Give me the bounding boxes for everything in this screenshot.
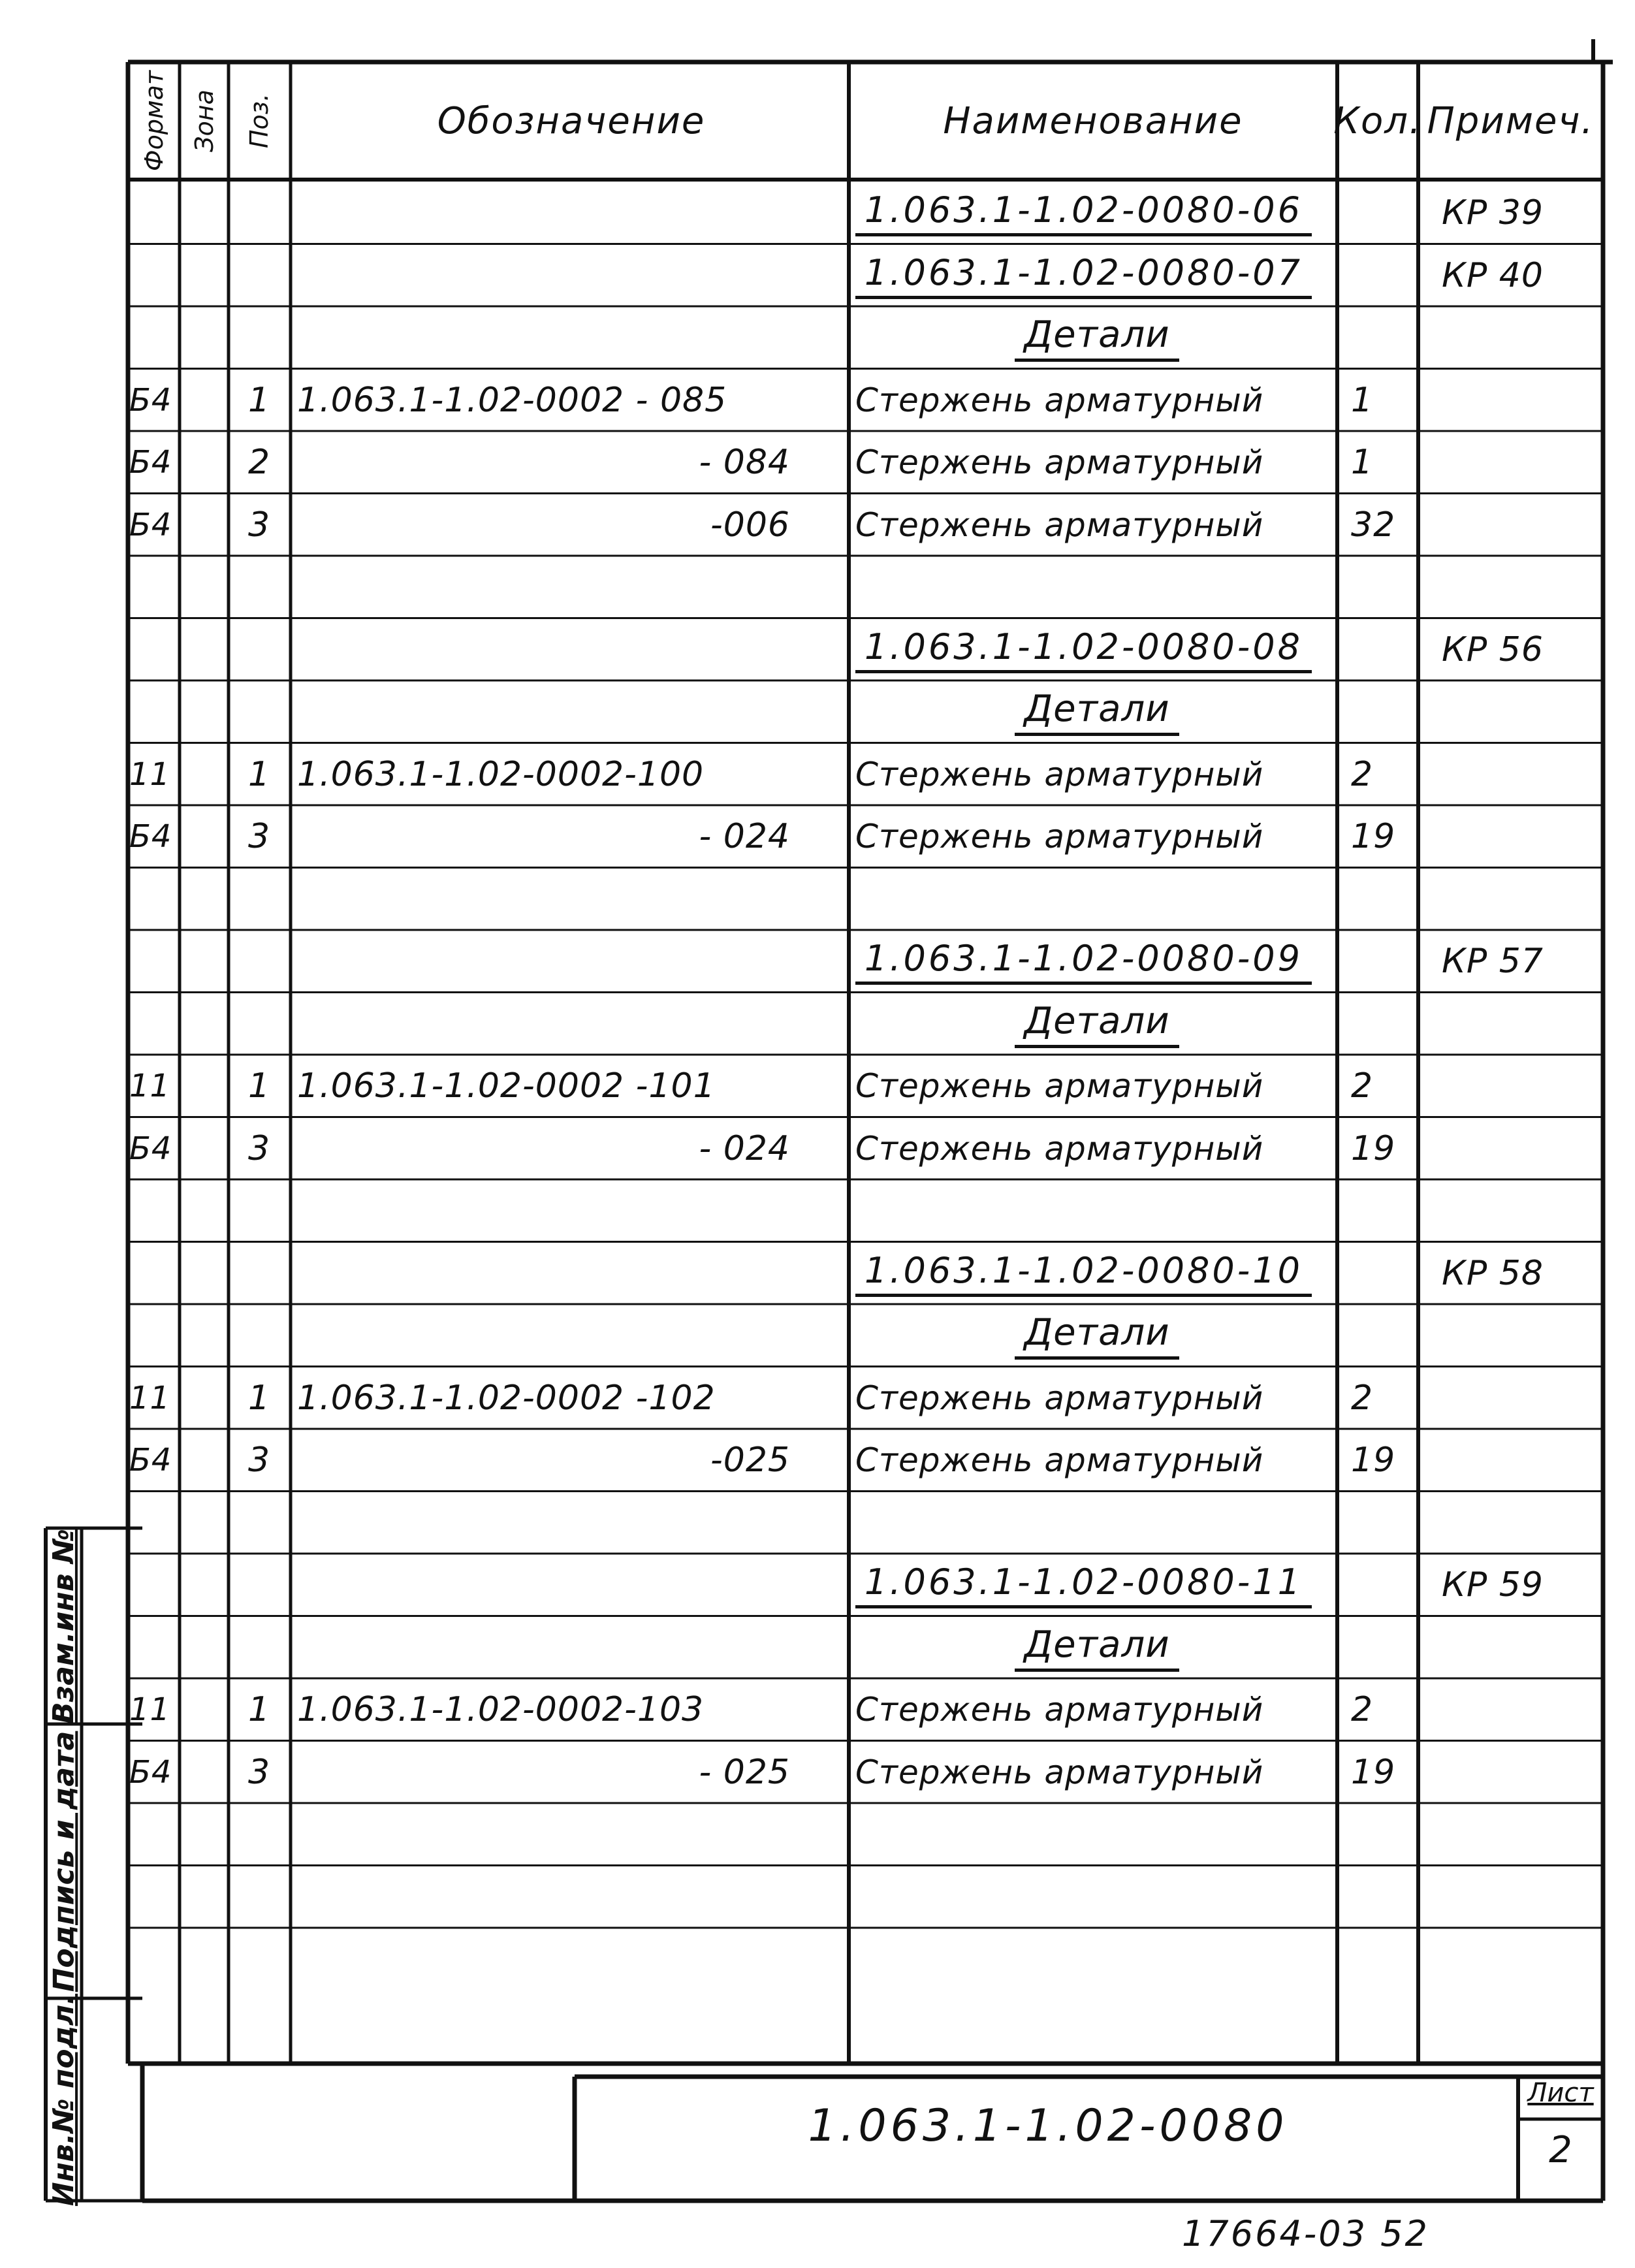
format-cell-text: Б4 (129, 818, 172, 855)
quantity-cell-text: 2 (1351, 1066, 1374, 1106)
name-cell (855, 743, 1339, 806)
quantity-cell (1342, 431, 1423, 494)
table-row (0, 1616, 1635, 1679)
format-cell (129, 556, 179, 618)
position-cell-text: 3 (247, 1752, 271, 1792)
format-cell (129, 1117, 179, 1180)
note-cell (1422, 1242, 1635, 1305)
quantity-cell (1342, 743, 1423, 806)
quantity-cell (1342, 1678, 1423, 1741)
table-row (0, 868, 1635, 931)
name-cell-text: Стержень арматурный (855, 818, 1264, 855)
quantity-cell (1342, 1492, 1423, 1554)
quantity-cell (1342, 1741, 1423, 1804)
name-cell-text: Стержень арматурный (855, 1379, 1264, 1417)
quantity-cell-text: 19 (1351, 1752, 1396, 1792)
designation-cell (297, 1616, 790, 1679)
sheet-label: Лист (1527, 2078, 1594, 2108)
name-cell-text: Детали (1015, 1623, 1179, 1672)
table-row (0, 993, 1635, 1055)
note-cell (1422, 1492, 1635, 1554)
quantity-cell (1342, 618, 1423, 681)
format-cell-text: 11 (129, 756, 171, 793)
table-row (0, 494, 1635, 556)
format-cell-text: Б4 (129, 1753, 172, 1791)
name-cell-text: 1.063.1-1.02-0080-10 (855, 1250, 1312, 1297)
header-zone: Зона (190, 89, 219, 152)
designation-cell-text: 1.063.1-1.02-0002 -102 (297, 1378, 716, 1418)
format-cell (129, 1304, 179, 1367)
designation-cell (297, 1367, 790, 1429)
quantity-cell-text: 19 (1351, 817, 1396, 856)
position-cell (230, 1117, 289, 1180)
name-cell (855, 306, 1339, 369)
table-row (0, 930, 1635, 993)
format-cell-text: Б4 (129, 381, 172, 419)
position-cell (230, 244, 289, 307)
quantity-cell (1342, 1055, 1423, 1117)
interchange-inv-label: Взам.инв № (47, 1528, 80, 1724)
table-row (0, 743, 1635, 806)
designation-cell-text: -006 (710, 505, 790, 545)
name-cell (855, 680, 1339, 743)
table-row (0, 431, 1635, 494)
format-cell (129, 1429, 179, 1492)
format-cell (129, 431, 179, 494)
note-cell (1422, 1741, 1635, 1804)
quantity-cell (1342, 1429, 1423, 1492)
designation-cell-text: 1.063.1-1.02-0002-100 (297, 754, 705, 794)
table-row (0, 1179, 1635, 1242)
table-row (0, 1429, 1635, 1492)
quantity-cell (1342, 1179, 1423, 1242)
name-cell (855, 182, 1339, 244)
header-pos: Поз. (244, 93, 274, 149)
name-cell (855, 1429, 1339, 1492)
quantity-cell-text: 2 (1351, 1690, 1374, 1729)
quantity-cell (1342, 680, 1423, 743)
designation-cell (297, 868, 790, 931)
name-cell (855, 431, 1339, 494)
position-cell (230, 1304, 289, 1367)
table-row (0, 1678, 1635, 1741)
designation-cell (297, 1117, 790, 1180)
name-cell-text: Стержень арматурный (855, 1067, 1264, 1105)
designation-cell (297, 494, 790, 556)
name-cell (855, 494, 1339, 556)
table-row (0, 1741, 1635, 1804)
name-cell-text: Стержень арматурный (855, 1691, 1264, 1729)
format-cell (129, 993, 179, 1055)
table-row (0, 306, 1635, 369)
designation-cell-text: - 024 (699, 1128, 790, 1168)
format-cell (129, 743, 179, 806)
position-cell (230, 1616, 289, 1679)
table-row (0, 1304, 1635, 1367)
header-designation: Обозначение (437, 99, 706, 142)
note-cell-text: КР 39 (1442, 193, 1544, 232)
position-cell-text: 1 (247, 1066, 271, 1106)
name-cell-text: Стержень арматурный (855, 755, 1264, 793)
format-cell (129, 1242, 179, 1305)
format-cell-text: 11 (129, 1379, 171, 1416)
quantity-cell (1342, 1242, 1423, 1305)
format-cell (129, 805, 179, 868)
format-cell (129, 182, 179, 244)
note-cell (1422, 556, 1635, 618)
designation-cell (297, 1741, 790, 1804)
format-cell-text: Б4 (129, 506, 172, 543)
note-cell-text: КР 59 (1442, 1565, 1544, 1605)
designation-cell (297, 618, 790, 681)
designation-cell (297, 743, 790, 806)
format-cell (129, 930, 179, 993)
note-cell (1422, 431, 1635, 494)
format-cell (129, 1367, 179, 1429)
designation-cell (297, 1242, 790, 1305)
quantity-cell (1342, 1616, 1423, 1679)
name-cell (855, 868, 1339, 931)
position-cell (230, 743, 289, 806)
name-cell (855, 805, 1339, 868)
note-cell (1422, 369, 1635, 432)
quantity-cell (1342, 306, 1423, 369)
table-row (0, 369, 1635, 432)
quantity-cell (1342, 993, 1423, 1055)
format-cell (129, 306, 179, 369)
quantity-cell (1342, 244, 1423, 307)
note-cell (1422, 930, 1635, 993)
name-cell (855, 1554, 1339, 1616)
format-cell (129, 1554, 179, 1616)
table-row (0, 618, 1635, 681)
position-cell-text: 1 (247, 1378, 271, 1418)
designation-cell (297, 556, 790, 618)
quantity-cell-text: 2 (1351, 1378, 1374, 1418)
note-cell (1422, 993, 1635, 1055)
position-cell-text: 1 (247, 1690, 271, 1729)
name-cell-text: 1.063.1-1.02-0080-08 (855, 626, 1312, 673)
name-cell-text: 1.063.1-1.02-0080-06 (855, 189, 1312, 236)
name-cell-text: Стержень арматурный (855, 505, 1264, 544)
position-cell (230, 1429, 289, 1492)
name-cell (855, 244, 1339, 307)
quantity-cell (1342, 930, 1423, 993)
position-cell (230, 680, 289, 743)
format-cell (129, 494, 179, 556)
original-inv-label: Инв.№ подл. (47, 1993, 80, 2206)
quantity-cell (1342, 494, 1423, 556)
position-cell-text: 3 (247, 505, 271, 545)
designation-cell (297, 369, 790, 432)
note-cell (1422, 618, 1635, 681)
designation-cell (297, 1304, 790, 1367)
name-cell-text: Детали (1015, 688, 1179, 736)
designation-cell-text: - 024 (699, 817, 790, 856)
table-row (0, 556, 1635, 618)
note-cell (1422, 1367, 1635, 1429)
format-cell-text: Б4 (129, 1442, 172, 1478)
position-cell-text: 3 (247, 817, 271, 856)
name-cell-text: Детали (1015, 1311, 1179, 1360)
name-cell-text: Стержень арматурный (855, 1441, 1264, 1479)
note-cell (1422, 805, 1635, 868)
quantity-cell-text: 1 (1351, 380, 1374, 420)
designation-cell-text: - 025 (699, 1752, 790, 1792)
header-name: Наименование (943, 99, 1243, 142)
name-cell-text: Стержень арматурный (855, 1753, 1264, 1791)
designation-cell-text: 1.063.1-1.02-0002 - 085 (297, 380, 727, 420)
quantity-cell (1342, 805, 1423, 868)
sheet-number: 2 (1549, 2129, 1572, 2171)
designation-cell-text: 1.063.1-1.02-0002 -101 (297, 1066, 716, 1106)
note-cell-text: КР 40 (1442, 255, 1544, 295)
table-row (0, 182, 1635, 244)
note-cell (1422, 494, 1635, 556)
position-cell-text: 1 (247, 380, 271, 420)
designation-cell (297, 182, 790, 244)
designation-cell (297, 1678, 790, 1741)
position-cell (230, 1242, 289, 1305)
format-cell (129, 1678, 179, 1741)
name-cell-text: Стержень арматурный (855, 381, 1264, 419)
format-cell-text: 11 (129, 1691, 171, 1728)
name-cell (855, 1492, 1339, 1554)
table-row (0, 1554, 1635, 1616)
note-cell (1422, 1554, 1635, 1616)
quantity-cell (1342, 868, 1423, 931)
quantity-cell (1342, 1554, 1423, 1616)
note-cell (1422, 680, 1635, 743)
table-row (0, 244, 1635, 307)
position-cell (230, 993, 289, 1055)
position-cell (230, 1179, 289, 1242)
name-cell (855, 556, 1339, 618)
position-cell (230, 182, 289, 244)
name-cell-text: Детали (1015, 1000, 1179, 1048)
designation-cell (297, 1429, 790, 1492)
name-cell (855, 1242, 1339, 1305)
header-qty: Кол. (1333, 99, 1422, 142)
quantity-cell (1342, 1367, 1423, 1429)
table-row (0, 1242, 1635, 1305)
document-code: 1.063.1-1.02-0080 (808, 2100, 1288, 2152)
designation-cell-text: - 084 (699, 443, 790, 482)
note-cell-text: КР 57 (1442, 942, 1544, 981)
position-cell (230, 494, 289, 556)
position-cell (230, 1055, 289, 1117)
format-cell (129, 868, 179, 931)
position-cell (230, 1678, 289, 1741)
quantity-cell (1342, 1117, 1423, 1180)
name-cell (855, 618, 1339, 681)
table-row (0, 1492, 1635, 1554)
name-cell (855, 1678, 1339, 1741)
name-cell-text: Детали (1015, 313, 1179, 362)
designation-cell (297, 805, 790, 868)
designation-cell (297, 1554, 790, 1616)
position-cell (230, 431, 289, 494)
header-note: Примеч. (1427, 99, 1595, 142)
quantity-cell-text: 2 (1351, 754, 1374, 794)
format-cell (129, 369, 179, 432)
name-cell (855, 1117, 1339, 1180)
note-cell (1422, 1429, 1635, 1492)
name-cell (855, 1367, 1339, 1429)
note-cell (1422, 868, 1635, 931)
format-cell (129, 618, 179, 681)
designation-cell (297, 993, 790, 1055)
format-cell (129, 244, 179, 307)
name-cell-text: 1.063.1-1.02-0080-09 (855, 938, 1312, 985)
name-cell-text: 1.063.1-1.02-0080-07 (855, 252, 1312, 299)
position-cell (230, 1492, 289, 1554)
note-cell (1422, 1179, 1635, 1242)
designation-cell (297, 930, 790, 993)
format-cell (129, 1179, 179, 1242)
position-cell (230, 369, 289, 432)
quantity-cell (1342, 369, 1423, 432)
designation-cell (297, 431, 790, 494)
note-cell (1422, 1055, 1635, 1117)
header-format: Формат (140, 70, 169, 172)
designation-cell-text: -025 (710, 1441, 790, 1480)
name-cell (855, 1179, 1339, 1242)
designation-cell (297, 1492, 790, 1554)
table-row (0, 1117, 1635, 1180)
name-cell (855, 930, 1339, 993)
quantity-cell-text: 32 (1351, 505, 1396, 545)
format-cell (129, 1492, 179, 1554)
table-row (0, 1367, 1635, 1429)
position-cell (230, 618, 289, 681)
position-cell (230, 805, 289, 868)
format-cell-text: Б4 (129, 1130, 172, 1167)
quantity-cell-text: 19 (1351, 1441, 1396, 1480)
position-cell (230, 868, 289, 931)
table-row (0, 1055, 1635, 1117)
position-cell-text: 1 (247, 754, 271, 794)
name-cell-text: 1.063.1-1.02-0080-11 (855, 1561, 1312, 1608)
format-cell-text: 11 (129, 1068, 171, 1104)
name-cell (855, 1304, 1339, 1367)
signature-date-label: Подпись и дата (47, 1731, 81, 1992)
name-cell (855, 1055, 1339, 1117)
table-row (0, 680, 1635, 743)
archive-number: 17664-03 52 (1182, 2212, 1429, 2254)
designation-cell (297, 1055, 790, 1117)
position-cell (230, 1741, 289, 1804)
note-cell-text: КР 58 (1442, 1253, 1544, 1293)
quantity-cell-text: 1 (1351, 443, 1374, 482)
designation-cell (297, 306, 790, 369)
table-row (0, 805, 1635, 868)
format-cell (129, 1616, 179, 1679)
name-cell-text: Стержень арматурный (855, 1129, 1264, 1168)
format-cell (129, 1055, 179, 1117)
position-cell (230, 1554, 289, 1616)
position-cell (230, 930, 289, 993)
note-cell (1422, 182, 1635, 244)
quantity-cell (1342, 556, 1423, 618)
note-cell (1422, 743, 1635, 806)
designation-cell (297, 244, 790, 307)
position-cell (230, 306, 289, 369)
format-cell-text: Б4 (129, 444, 172, 481)
note-cell (1422, 1678, 1635, 1741)
designation-cell (297, 680, 790, 743)
note-cell (1422, 1304, 1635, 1367)
name-cell (855, 993, 1339, 1055)
position-cell-text: 3 (247, 1128, 271, 1168)
quantity-cell (1342, 182, 1423, 244)
note-cell (1422, 244, 1635, 307)
designation-cell (297, 1179, 790, 1242)
name-cell (855, 1616, 1339, 1679)
format-cell (129, 680, 179, 743)
name-cell-text: Стержень арматурный (855, 443, 1264, 481)
quantity-cell (1342, 1304, 1423, 1367)
position-cell (230, 1367, 289, 1429)
designation-cell-text: 1.063.1-1.02-0002-103 (297, 1690, 705, 1729)
note-cell (1422, 1616, 1635, 1679)
position-cell-text: 2 (247, 443, 271, 482)
position-cell-text: 3 (247, 1441, 271, 1480)
position-cell (230, 556, 289, 618)
format-cell (129, 1741, 179, 1804)
name-cell (855, 1741, 1339, 1804)
note-cell-text: КР 56 (1442, 630, 1544, 669)
quantity-cell-text: 19 (1351, 1128, 1396, 1168)
name-cell (855, 369, 1339, 432)
note-cell (1422, 306, 1635, 369)
note-cell (1422, 1117, 1635, 1180)
